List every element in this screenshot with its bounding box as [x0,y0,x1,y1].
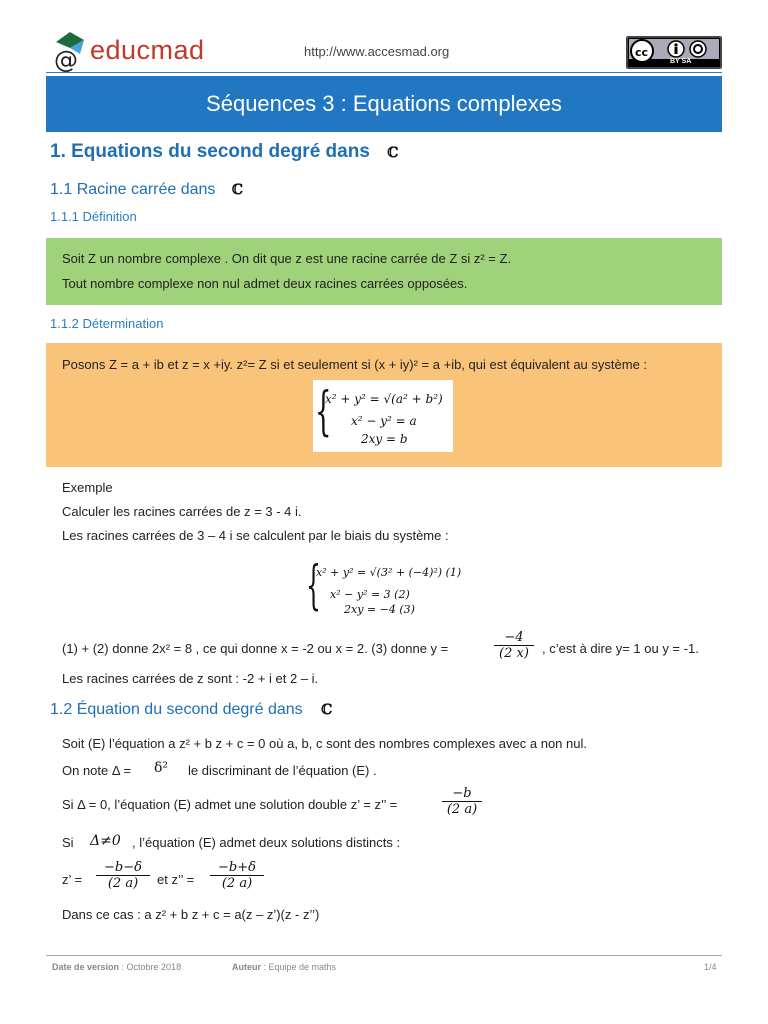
brace-icon: { [315,382,332,442]
section-1-2-title: 1.2 Équation du second degré dans [50,701,303,718]
example-system [306,558,476,618]
factorization-line: Dans ce cas : a z² + b z + c = a(z – z’)(z - z’’) [62,907,320,922]
discriminant-line-start: On note Δ = [62,763,132,778]
brace-icon: { [306,556,321,616]
section-1-1-title: 1.1 Racine carrée dans [50,181,216,198]
fraction-numerator: −4 [494,630,534,646]
site-url[interactable]: http://www.accesmad.org [304,44,450,59]
author-label: Auteur [232,962,261,972]
version-label: Date de version [52,962,120,972]
page-title: Séquences 3 : Equations complexes [206,91,562,116]
complex-set-symbol: ℂ [321,702,333,718]
fraction-numerator: −b+δ [210,860,264,876]
result-fraction [494,630,534,661]
section-1-2-heading [50,701,332,719]
system-line: x² − y² = a [351,414,417,428]
double-solution-line: Si Δ = 0, l’équation (E) admet une solution double z’ = z’’ = [62,797,398,812]
determination-line: Posons Z = a + ib et z = x +iy. z²= Z si et seulement si (x + iy)² = a +ib, qui est équivalent au système : [62,357,648,372]
complex-set-symbol: ℂ [387,145,399,161]
author-value: : Equipe de maths [261,962,337,972]
page-title-banner [46,76,722,132]
svg-text:cc: cc [635,46,649,59]
fraction-numerator: −b−δ [96,860,150,876]
discriminant-line-end: le discriminant de l’équation (E) . [188,763,377,778]
z2-label: et z’’ = [157,872,195,887]
system-line: x² − y² = 3 (2) [330,588,410,601]
footer-author [232,962,336,972]
educmad-logo-icon [50,28,92,72]
logo-text: educmad [90,35,205,65]
example-line: Les racines carrées de 3 – 4 i se calculent par le biais du système : [62,528,449,543]
system-line: 2xy = −4 (3) [344,603,415,616]
equation-system [313,380,453,452]
determination-heading: 1.1.2 Détermination [50,316,164,331]
definition-box [46,238,722,305]
delta-nonzero: Δ≠0 [90,833,121,849]
system-line: x² + y² = √(3² + (−4)²) (1) [316,566,462,579]
footer-divider [46,955,722,956]
equation-definition-line: Soit (E) l’équation a z² + b z + c = 0 où a, b, c sont des nombres complexes avec a non nul. [62,736,587,751]
fraction-denominator: (2 a) [446,802,478,817]
header-divider [46,72,722,73]
z1-label: z’ = [62,872,83,887]
license-label: BY SA [670,58,692,65]
two-solutions-label: Si [62,835,74,850]
svg-text:@: @ [54,46,78,72]
delta-squared: δ² [154,760,169,776]
definition-heading: 1.1.1 Définition [50,209,137,224]
fraction-denominator: (2 x) [499,646,529,661]
cc-license-badge [626,36,722,69]
definition-line: Soit Z un nombre complexe . On dit que z est une racine carrée de Z si z² = Z. [62,251,512,266]
fraction-denominator: (2 a) [221,876,253,891]
section-1-heading [50,141,398,163]
version-value: : Octobre 2018 [119,962,182,972]
system-line: 2xy = b [361,432,408,446]
fraction-numerator: −b [442,786,482,802]
fraction-denominator: (2 a) [107,876,139,891]
two-solutions-line: , l’équation (E) admet deux solutions distincts : [132,835,401,850]
z1-fraction [96,860,150,891]
example-label: Exemple [62,480,113,495]
section-1-1-heading [50,181,243,199]
complex-set-symbol: ℂ [231,182,244,198]
double-solution-fraction [442,786,482,817]
footer-version [52,962,181,972]
system-line: x² + y² = √(a² + b²) [325,392,443,406]
section-1-title: 1. Equations du second degré dans [50,141,370,162]
example-line: Calculer les racines carrées de z = 3 - 4 i. [62,504,302,519]
z2-fraction [210,860,264,891]
definition-line: Tout nombre complexe non nul admet deux racines carrées opposées. [62,276,468,291]
result-line-end: , c’est à dire y= 1 ou y = -1. [542,641,699,656]
page-number: 1/4 [704,962,717,972]
result-line-start: (1) + (2) donne 2x² = 8 , ce qui donne x = -2 ou x = 2. (3) donne y = [62,641,449,656]
conclusion-line: Les racines carrées de z sont : -2 + i et 2 – i. [62,671,319,686]
